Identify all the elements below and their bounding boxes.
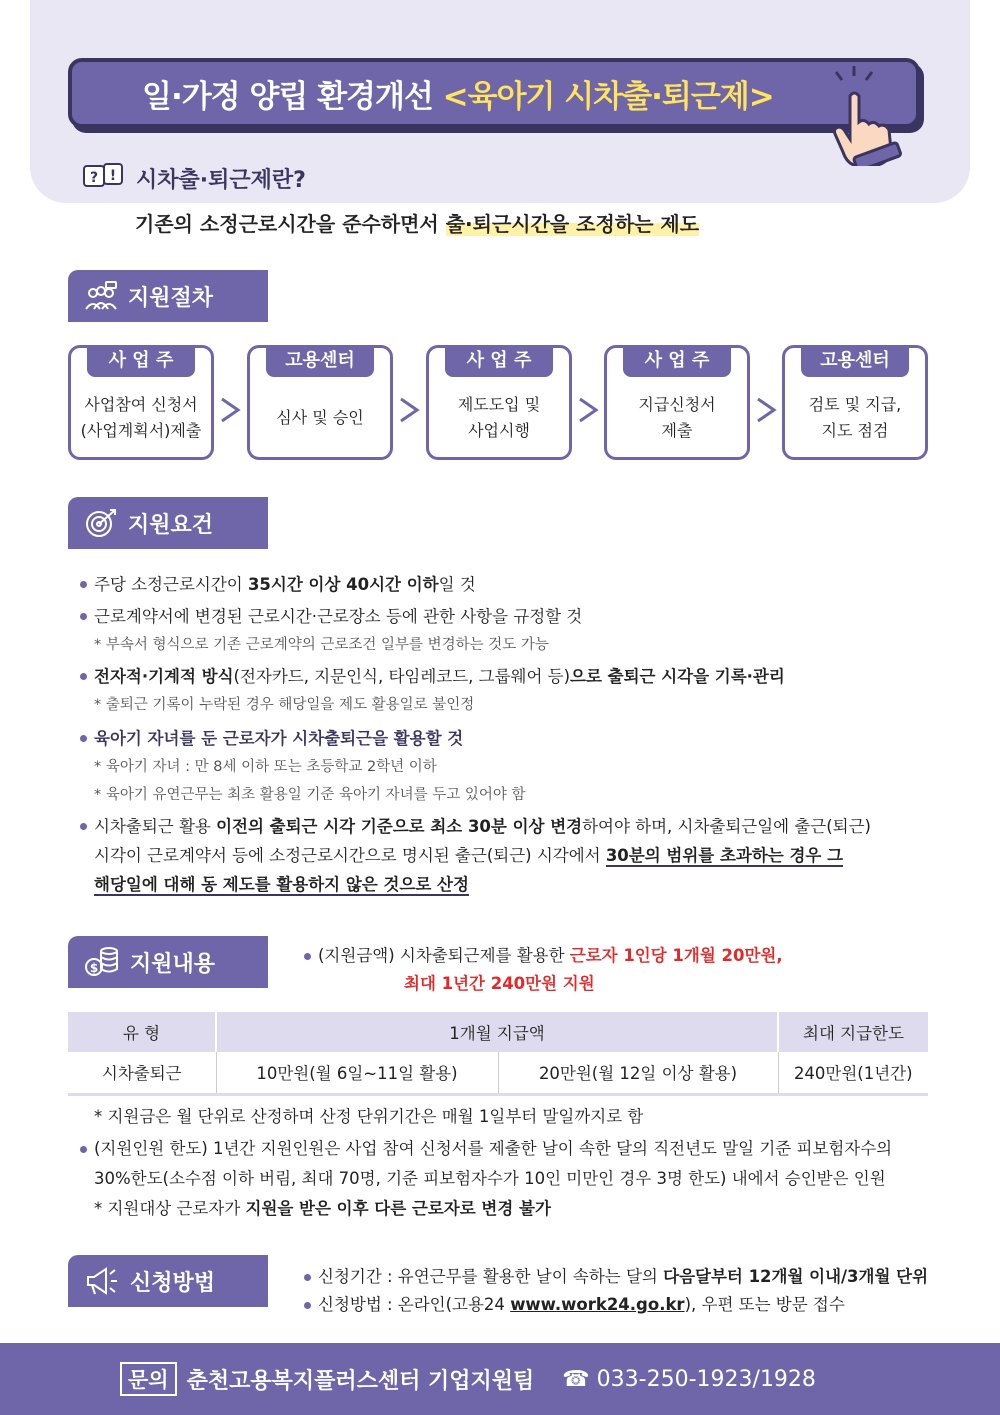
table-header-row — [68, 1012, 928, 1052]
list-item: (지원금액) 시차출퇴근제를 활용한 근로자 1인당 1개월 20만원, — [304, 942, 783, 970]
question-header — [82, 162, 306, 194]
apply-info — [304, 1263, 928, 1319]
section-requirements — [68, 497, 268, 549]
step-action: 심사 및 승인 — [276, 408, 364, 427]
table-cell: 시차출퇴근 — [68, 1052, 216, 1094]
support-notes — [80, 1102, 960, 1224]
money-coins-icon — [84, 945, 120, 979]
contact-phone[interactable]: ☎ 033-250-1923/1928 — [562, 1366, 816, 1392]
question-bubble-icon — [82, 162, 126, 194]
step-5 — [782, 345, 928, 460]
people-icon — [84, 281, 118, 311]
step-actor: 사 업 주 — [623, 345, 731, 377]
section-title: 지원내용 — [130, 951, 216, 977]
step-action: 지급신청서 제출 — [638, 395, 716, 440]
support-table — [68, 1012, 928, 1096]
arrow-right-icon — [754, 395, 780, 425]
list-item: 신청방법 : 온라인(고용24 www.work24.go.kr), 우편 또는 방문 접수 — [304, 1291, 928, 1319]
table-row — [68, 1052, 928, 1094]
table-cell: 10만원(월 6일~11일 활용) — [216, 1052, 498, 1094]
section-title: 지원절차 — [128, 285, 214, 311]
list-note: * 출퇴근 기록이 누락된 경우 해당일을 제도 활용일로 불인정 — [94, 697, 475, 713]
contact-footer — [0, 1343, 1000, 1415]
requirements-list — [80, 570, 940, 899]
arrow-right-icon — [218, 395, 244, 425]
section-title: 지원요건 — [128, 512, 214, 538]
step-action: 사업참여 신청서 (사업계획서)제출 — [80, 395, 202, 440]
list-item: 육아기 자녀를 둔 근로자가 시차출퇴근을 활용할 것 — [80, 724, 940, 753]
list-note: * 부속서 형식으로 기존 근로계약의 근로조건 일부를 변경하는 것도 가능 — [94, 637, 549, 653]
list-item: (지원인원 한도) 1년간 지원인원은 사업 참여 신청서를 제출한 날이 속한 달의 직전년도 말일 기준 피보험자수의 — [80, 1134, 960, 1164]
list-item: 주당 소정근로시간이 35시간 이상 40시간 이하일 것 — [80, 570, 940, 599]
title-banner — [68, 58, 920, 128]
list-item: 신청기간 : 유연근무를 활용한 날이 속하는 달의 다음달부터 12개월 이내/3개월 단위 — [304, 1263, 928, 1291]
section-procedure — [68, 270, 268, 322]
svg-text:$: $ — [89, 961, 99, 975]
list-item-continuation: 30%한도(소수점 이하 버림, 최대 70명, 기준 피보험자수가 10인 미만인 경우 3명 한도) 내에서 승인받은 인원 — [94, 1169, 886, 1188]
list-note: * 지원금은 월 단위로 산정하며 산정 단위기간은 매월 1일부터 말일까지로 함 — [94, 1107, 644, 1126]
column-header: 최대 지급한도 — [778, 1012, 928, 1052]
target-icon — [84, 507, 118, 539]
step-1 — [68, 345, 214, 460]
list-note: * 육아기 유연근무는 최초 활용일 기준 육아기 자녀를 두고 있어야 함 — [94, 787, 526, 803]
step-actor: 고용센터 — [266, 345, 374, 377]
column-header: 유 형 — [68, 1012, 216, 1052]
table-cell: 240만원(1년간) — [778, 1052, 928, 1094]
step-action: 제도도입 및 사업시행 — [457, 395, 541, 440]
banner-title: 일·가정 양립 환경개선 <육아기 시차출·퇴근제> — [142, 78, 774, 115]
list-note: * 지원대상 근로자가 지원을 받은 이후 다른 근로자로 변경 불가 — [94, 1199, 551, 1218]
column-header: 1개월 지급액 — [216, 1012, 778, 1052]
svg-text:?: ? — [89, 170, 99, 186]
step-actor: 고용센터 — [801, 345, 909, 377]
step-action: 검토 및 지급, 지도 점검 — [808, 395, 902, 440]
list-item: 시차출퇴근 활용 이전의 출퇴근 시각 기준으로 최소 30분 이상 변경하여야 하며, 시차출퇴근일에 출근(퇴근) — [80, 812, 940, 841]
contact-label: 문의 — [120, 1362, 177, 1396]
arrow-right-icon — [576, 395, 602, 425]
section-content — [68, 936, 268, 988]
list-item-continuation: 시각이 근로계약서 등에 소정근로시간으로 명시된 출근(퇴근) 시각에서 30분의 범위를 초과하는 경우 그 — [94, 846, 844, 865]
megaphone-icon — [84, 1265, 120, 1297]
svg-text:!: ! — [109, 168, 117, 184]
question-description: 기존의 소정근로시간을 준수하면서 출·퇴근시간을 조정하는 제도 — [135, 212, 700, 236]
step-2 — [247, 345, 393, 460]
list-item: 근로계약서에 변경된 근로시간·근로장소 등에 관한 사항을 규정할 것 — [80, 602, 940, 631]
list-item-continuation: 해당일에 대해 동 제도를 활용하지 않은 것으로 산정 — [94, 875, 469, 894]
question-title: 시차출·퇴근제란? — [136, 167, 306, 193]
procedure-steps — [68, 345, 928, 460]
list-item-continuation: 최대 1년간 240만원 지원 — [404, 974, 595, 993]
website-link[interactable]: www.work24.go.kr — [510, 1295, 685, 1314]
contact-organization: 춘천고용복지플러스센터 기업지원팀 — [186, 1368, 535, 1394]
list-item: 전자적·기계적 방식(전자카드, 지문인식, 타임레코드, 그룹웨어 등)으로 출퇴근 시각을 기록·관리 — [80, 662, 940, 691]
table-cell: 20만원(월 12일 이상 활용) — [498, 1052, 778, 1094]
arrow-right-icon — [397, 395, 423, 425]
step-actor: 사 업 주 — [87, 345, 195, 377]
step-3 — [426, 345, 572, 460]
section-apply — [68, 1255, 268, 1307]
pointing-hand-icon — [826, 66, 916, 166]
step-actor: 사 업 주 — [445, 345, 553, 377]
section-title: 신청방법 — [130, 1270, 216, 1296]
support-amount — [304, 942, 783, 998]
list-note: * 육아기 자녀 : 만 8세 이하 또는 초등학교 2학년 이하 — [94, 759, 437, 775]
step-4 — [604, 345, 750, 460]
